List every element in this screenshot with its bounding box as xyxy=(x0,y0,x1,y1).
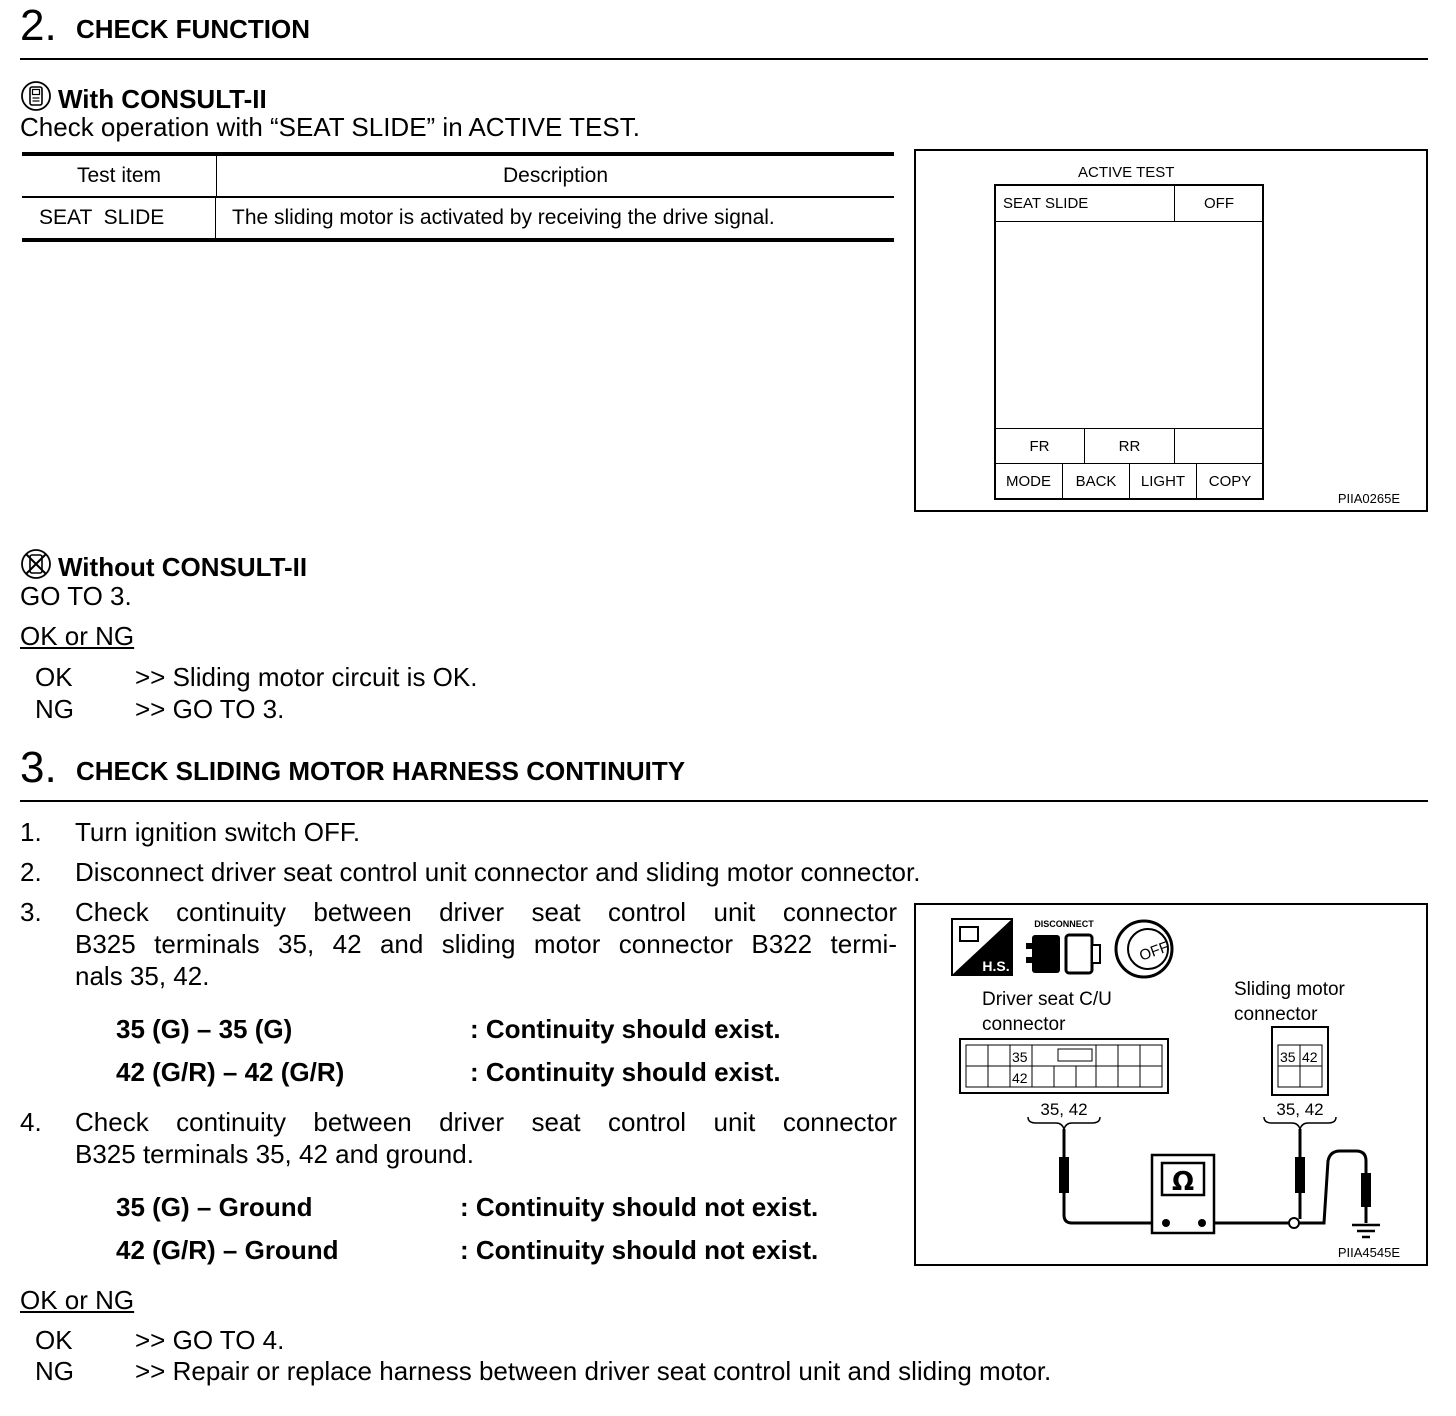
ng-text-2: >> Repair or replace harness between driver seat control unit and sliding motor. xyxy=(135,1356,1052,1386)
item-1-text: Turn ignition switch OFF. xyxy=(75,817,361,847)
cu-connector xyxy=(960,1039,1168,1093)
ground-wire xyxy=(1299,1151,1366,1223)
row-description: The sliding motor is activated by receiving the drive signal. xyxy=(232,206,775,229)
with-consult-label: With CONSULT-II xyxy=(58,84,267,114)
ok-label-2: OK xyxy=(35,1325,73,1355)
motor-pin-42: 42 xyxy=(1302,1049,1318,1065)
without-consult-label: Without CONSULT-II xyxy=(58,552,308,582)
consult-screen xyxy=(994,184,1264,500)
spec-a2-terminals: 42 (G/R) – 42 (G/R) xyxy=(116,1057,345,1087)
with-consult-instruction: Check operation with “SEAT SLIDE” in ACTIVE TEST. xyxy=(20,112,640,142)
cu-label-line1: Driver seat C/U xyxy=(982,989,1112,1010)
ok-label-1: OK xyxy=(35,662,73,692)
spec-b1-result: : Continuity should not exist. xyxy=(460,1192,819,1222)
ohmmeter xyxy=(1152,1155,1214,1233)
item-3-line-3: nals 35, 42. xyxy=(75,961,210,991)
ok-ng-heading-2: OK or NG xyxy=(20,1285,135,1315)
hs-icon xyxy=(952,919,1012,975)
motor-connector xyxy=(1272,1027,1328,1095)
off-text: OFF xyxy=(1137,938,1172,965)
spec-b1-terminals: 35 (G) – Ground xyxy=(116,1192,313,1222)
light-button[interactable]: LIGHT xyxy=(1129,463,1197,500)
cu-terminals-label: 35, 42 xyxy=(1040,1100,1088,1119)
figure-id-1: PIIA0265E xyxy=(1337,491,1400,506)
item-4-line-1: Check continuity between driver seat control unit connector xyxy=(75,1107,897,1137)
step-2-rule xyxy=(20,58,1428,60)
ok-text-1: >> Sliding motor circuit is OK. xyxy=(135,662,478,692)
item-3-line-1: Check continuity between driver seat control unit connector xyxy=(75,897,897,927)
row-test-item: SEAT SLIDE xyxy=(22,198,216,238)
motor-probe xyxy=(1295,1157,1305,1193)
wire-left xyxy=(1064,1193,1164,1223)
spec-a1-result: : Continuity should exist. xyxy=(470,1014,781,1044)
rr-button[interactable]: RR xyxy=(1084,428,1175,464)
continuity-figure xyxy=(914,903,1428,1266)
spec-a1-terminals: 35 (G) – 35 (G) xyxy=(116,1014,293,1044)
spec-b2-result: : Continuity should not exist. xyxy=(460,1235,819,1265)
cu-label-line2: connector xyxy=(982,1014,1066,1035)
item-4-number: 4. xyxy=(20,1107,42,1137)
item-4-line-2: B325 terminals 35, 42 and ground. xyxy=(75,1139,474,1169)
ng-label-1: NG xyxy=(35,694,74,724)
step-2-title: CHECK FUNCTION xyxy=(76,14,310,44)
mode-button[interactable]: MODE xyxy=(994,463,1063,500)
without-consult-instruction: GO TO 3. xyxy=(20,581,132,611)
cu-probe xyxy=(1059,1157,1069,1193)
screen-item-seat-slide: SEAT SLIDE xyxy=(994,184,1175,222)
back-button[interactable]: BACK xyxy=(1062,463,1130,500)
motor-label-line1: Sliding motor xyxy=(1234,979,1345,1000)
ng-text-1: >> GO TO 3. xyxy=(135,694,285,724)
table-header-row xyxy=(22,156,894,198)
active-test-figure xyxy=(914,149,1428,512)
ok-text-2: >> GO TO 4. xyxy=(135,1325,285,1355)
disconnect-text: DISCONNECT xyxy=(1034,919,1094,929)
item-3-line-2: B325 terminals 35, 42 and sliding motor connector B322 termi- xyxy=(75,929,897,959)
ohm-symbol: Ω xyxy=(1171,1167,1195,1197)
cu-pin-35: 35 xyxy=(1012,1049,1028,1065)
header-description: Description xyxy=(502,164,609,187)
disconnect-icon xyxy=(1026,919,1100,973)
spec-a2-result: : Continuity should exist. xyxy=(470,1057,781,1087)
motor-label-line2: connector xyxy=(1234,1004,1318,1025)
ok-ng-heading-1: OK or NG xyxy=(20,621,135,651)
ng-label-2: NG xyxy=(35,1356,74,1386)
blank-button xyxy=(1174,428,1264,464)
step-3-number: 3. xyxy=(20,743,57,792)
screen-value-off: OFF xyxy=(1174,184,1264,222)
header-test-item: Test item xyxy=(22,156,217,196)
fr-button[interactable]: FR xyxy=(994,428,1085,464)
item-3-number: 3. xyxy=(20,897,42,927)
spec-b2-terminals: 42 (G/R) – Ground xyxy=(116,1235,339,1265)
ignition-off-icon xyxy=(1116,921,1172,977)
motor-terminals-label: 35, 42 xyxy=(1276,1100,1324,1119)
step-2-number: 2. xyxy=(20,1,57,50)
test-item-table xyxy=(22,152,894,242)
hs-text: H.S. xyxy=(982,958,1010,974)
wire-junction xyxy=(1289,1218,1299,1228)
active-test-title: ACTIVE TEST xyxy=(1078,164,1175,181)
step-3-rule xyxy=(20,800,1428,802)
ground-probe xyxy=(1361,1173,1371,1207)
item-2-text: Disconnect driver seat control unit connector and sliding motor connector. xyxy=(75,857,921,887)
continuity-diagram xyxy=(916,905,1426,1264)
copy-button[interactable]: COPY xyxy=(1196,463,1264,500)
table-row xyxy=(22,198,894,242)
figure-id-2: PIIA4545E xyxy=(1337,1245,1400,1260)
item-2-number: 2. xyxy=(20,857,42,887)
motor-pin-35: 35 xyxy=(1280,1049,1296,1065)
item-1-number: 1. xyxy=(20,817,42,847)
ground-symbol xyxy=(1352,1225,1380,1237)
step-3-title: CHECK SLIDING MOTOR HARNESS CONTINUITY xyxy=(76,756,686,786)
cu-pin-42: 42 xyxy=(1012,1070,1028,1086)
